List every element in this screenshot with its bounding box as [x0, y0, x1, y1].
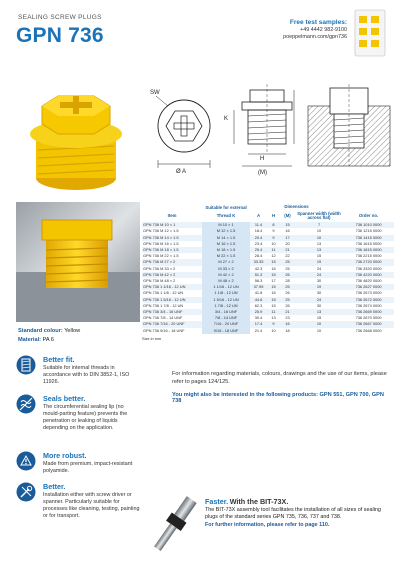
table-cell: M 22 × 1.5	[202, 253, 250, 259]
feature-title: More robust.	[43, 451, 87, 460]
table-cell: 736 2673 0000	[355, 290, 382, 296]
table-cell: 736 4820 0000	[355, 278, 382, 284]
table-cell: 20	[285, 240, 290, 246]
table-cell: 736 2720 0000	[343, 259, 394, 265]
table-cell: 56.3	[254, 278, 263, 284]
table-cell: 25.9	[250, 309, 267, 315]
technical-drawing-top-view	[146, 76, 218, 176]
material-value: PA 6	[42, 337, 54, 343]
table-cell: GPN 736 7/16 - 20 UNF	[142, 321, 202, 327]
table-cell: GPN 736 1 1/8 - 12 UN	[143, 290, 184, 296]
table-cell: 13	[295, 309, 343, 315]
material-label: Material:	[18, 337, 42, 343]
table-cell: 13	[316, 240, 322, 246]
colour-value: Yellow	[64, 328, 81, 334]
table-cell: 736 2667 0000	[343, 321, 394, 327]
table-cell: 15	[316, 253, 322, 259]
table-cell: M 48 × 2	[202, 278, 250, 284]
feature-better	[16, 482, 144, 532]
table-cell: 9/16 - 18 UNF	[202, 328, 250, 334]
faster-subtitle: With the BIT-73X.	[229, 497, 289, 506]
table-cell: 7/16 - 20 UNF	[202, 321, 250, 327]
table-cell: 23.4	[254, 240, 263, 246]
table-cell: 1 7/8 - 12 UN	[202, 303, 250, 309]
table-cell: 736 1215 0000	[355, 228, 382, 234]
table-cell: 3/4 - 16 UNF	[202, 309, 250, 315]
table-cell: 736 2669 0000	[343, 309, 394, 315]
dim-h-label: H	[260, 156, 265, 162]
table-cell: 25.4	[250, 247, 267, 253]
table-cell: 16	[280, 321, 295, 327]
table-cell: 25	[285, 265, 290, 271]
table-cell: 736 4220 0000	[343, 272, 394, 278]
info-note: For information regarding materials, colours, drawings and the use of our items, please refer to pages 124/125.	[172, 371, 387, 385]
table-cell: 44.8	[250, 297, 267, 303]
table-cell: 736 1615 0000	[355, 240, 382, 246]
table-cell: GPN 736 M 22 × 1.5	[143, 253, 179, 259]
table-cell: 17	[271, 278, 276, 284]
technical-drawing-section-view	[306, 84, 392, 170]
sample-package-icon	[353, 8, 387, 58]
table-cell: 21	[280, 309, 295, 315]
feature-seals-better	[16, 394, 144, 452]
feature-text: Suitable for internal threads in accordance with to DIN 3852-1, ISO 11926.	[43, 365, 130, 386]
table-cell: 42.3	[254, 265, 263, 271]
table-cell: 15	[267, 284, 280, 290]
feature-text: The circumferential sealing lip (no mould-parting feature) prevents the penetration or leaking of liquids depending on the application.	[43, 404, 128, 432]
table-cell: 1 5/16 - 12 UN	[202, 297, 250, 303]
table-cell: 19	[295, 259, 343, 265]
size-note: Size in mm	[142, 335, 162, 341]
table-cell: GPN 736 M 48 × 2	[143, 278, 176, 284]
feature-text: Installation either with screw driver or spanner. Particularly suitable for processes like cleaning, testing, painting or for transport.	[43, 492, 140, 520]
feature-title: Seals better.	[43, 394, 86, 403]
dim-m-label: (M)	[258, 170, 267, 176]
table-cell: 28.4	[254, 253, 263, 259]
dim-k-label: K	[224, 116, 229, 122]
table-cell: M 33 × 2	[202, 266, 250, 272]
table-cell: 25	[280, 259, 295, 265]
table-cell: GPN 736 M 10 × 1	[142, 222, 202, 228]
table-cell: 30	[316, 302, 322, 308]
table-cell: 10	[271, 327, 276, 333]
table-cell: GPN 736 1 5/16 - 12 UN	[142, 297, 202, 303]
table-cell: M 18 × 1.5	[202, 247, 250, 253]
faster-text: The BIT-73X assembly tool facilitates the installation of all sizes of sealing plugs of the standard series GPN 735, 736, 737 and 738.	[205, 507, 381, 521]
table-cell: 21	[280, 247, 295, 253]
table-cell: 30	[316, 290, 322, 296]
table-cell: GPN 736 M 16 × 1.5	[143, 240, 179, 246]
table-cell: GPN 736 M 18 × 1.5	[142, 247, 202, 253]
table-cell: GPN 736 9/16 - 18 UNF	[143, 327, 185, 333]
table-cell: 736 1415 0000	[343, 235, 394, 241]
faster-section	[205, 498, 393, 529]
page-title: GPN 736	[16, 24, 104, 47]
table-cell: 26	[285, 290, 290, 296]
col-order: Order no.	[358, 213, 379, 219]
robust-icon	[16, 451, 36, 471]
col-item: Item	[167, 213, 177, 219]
table-cell: 9	[272, 228, 275, 234]
table-cell: 15	[267, 272, 280, 278]
table-cell: 30.4	[254, 315, 263, 321]
table-cell: 15	[271, 265, 276, 271]
table-cell: 15	[271, 290, 276, 296]
technical-drawing-side-view	[222, 80, 300, 176]
table-cell: 736 3320 0000	[355, 265, 382, 271]
table-cell: 18.4	[254, 228, 263, 234]
table-cell: GPN 736 M 12 × 1.5	[143, 228, 179, 234]
table-cell: 15	[280, 222, 295, 228]
table-cell: GPN 736 7/8 - 14 UNF	[143, 315, 183, 321]
table-cell: 736 2215 0000	[355, 253, 382, 259]
table-cell: 25	[280, 297, 295, 303]
page-supertitle: SEALING SCREW PLUGS	[18, 14, 102, 21]
plug-product-image	[20, 88, 132, 196]
table-cell: 26	[280, 272, 295, 278]
faster-title: Faster.	[205, 497, 229, 506]
table-row	[142, 328, 394, 334]
table-cell: 736 2674 0000	[355, 302, 382, 308]
dim-a-label: Ø A	[176, 169, 187, 175]
table-cell: GPN 736 M 33 × 2	[143, 265, 176, 271]
table-cell: 736 2627 0000	[343, 284, 394, 290]
col-a: A	[256, 213, 261, 219]
table-cell: 19	[295, 284, 343, 290]
table-cell: 15	[316, 315, 322, 321]
thread-fit-icon	[16, 355, 36, 375]
table-cell: M 14 × 1.5	[202, 235, 250, 241]
table-cell: 24	[295, 297, 343, 303]
table-cell: 11	[267, 247, 280, 253]
table-cell: GPN 736 M 14 × 1.5	[142, 235, 202, 241]
col-thread: Thread K	[216, 213, 236, 219]
feature-title: Better.	[43, 482, 66, 491]
table-cell: 736 1010 0000	[343, 222, 394, 228]
table-cell: M 12 × 1.5	[202, 228, 250, 234]
col-spanner: Spanner width (width across flat)	[297, 210, 341, 221]
feature-text: Made from premium, impact-resistant polyamide.	[43, 461, 133, 475]
dimensions-group-header: Dimensions	[284, 204, 309, 209]
feature-better-fit	[16, 355, 144, 395]
table-cell: 16	[285, 228, 290, 234]
standard-info	[18, 327, 80, 345]
table-cell: 10	[271, 240, 276, 246]
table-cell: 15	[271, 302, 276, 308]
table-cell: 13	[295, 247, 343, 253]
table-cell: 21.4	[254, 327, 263, 333]
bit-73x-tool-image	[146, 492, 202, 558]
table-cell: 10	[295, 235, 343, 241]
feature-title: Better fit.	[43, 355, 75, 364]
table-cell: GPN 736 1 7/8 - 12 UN	[143, 302, 184, 308]
table-cell: 15	[267, 259, 280, 265]
table-cell: 1 1/8 - 12 UN	[202, 290, 250, 296]
table-cell: 51.3	[250, 272, 267, 278]
table-cell: M 27 × 2	[202, 259, 250, 265]
table-cell: 736 2668 0000	[355, 327, 382, 333]
table-cell: GPN 736 M 42 × 2	[142, 272, 202, 278]
table-cell: 736 1815 0000	[343, 247, 394, 253]
table-cell: 7	[295, 222, 343, 228]
table-cell: 24	[316, 265, 322, 271]
table-cell: 15	[267, 297, 280, 303]
table-cell: 26	[285, 302, 290, 308]
table-cell: 23	[285, 315, 290, 321]
seal-icon	[16, 394, 36, 414]
tools-icon	[16, 482, 36, 502]
table-cell: M 42 × 2	[202, 272, 250, 278]
table-cell: 25	[280, 284, 295, 290]
table-cell: 13	[271, 315, 276, 321]
table-cell: 17.4	[250, 321, 267, 327]
table-cell: M 10 × 1	[202, 222, 250, 228]
table-cell: 28	[285, 278, 290, 284]
table-cell: 736 2672 0000	[343, 297, 394, 303]
table-cell: 33.35	[250, 259, 267, 265]
table-cell: 736 2670 0000	[355, 315, 382, 321]
table-cell: 22	[285, 253, 290, 259]
spec-table	[142, 204, 394, 341]
application-photo	[16, 202, 140, 322]
col-m: (M)	[284, 213, 291, 219]
thread-group-header: Suitable for external	[205, 204, 247, 210]
samples-phone[interactable]: +49 4442 982-9100	[300, 26, 347, 33]
dim-sw-label: SW	[150, 90, 160, 96]
table-cell: 20.4	[250, 235, 267, 241]
colour-label: Standard colour:	[18, 328, 63, 334]
related-products: You might also be interested in the following products: GPN 551, GPN 700, GPN 738	[172, 392, 384, 404]
table-cell: 8	[267, 222, 280, 228]
table-cell: 12	[271, 253, 276, 259]
table-cell: 37.95	[250, 284, 267, 290]
table-cell: 62.3	[254, 302, 263, 308]
table-cell: GPN 736 3/4 - 16 UNF	[142, 309, 202, 315]
table-cell: 10	[295, 321, 343, 327]
table-cell: 17	[280, 235, 295, 241]
table-cell: GPN 736 M 27 × 2	[142, 259, 202, 265]
table-cell: 41.8	[254, 290, 263, 296]
table-cell: 10	[316, 228, 322, 234]
faster-more-link[interactable]: For further information, please refer to page 110.	[205, 521, 330, 528]
table-cell: 18	[285, 327, 290, 333]
table-cell: 30	[316, 278, 322, 284]
table-cell: M 16 × 1.5	[202, 241, 250, 247]
table-cell: 1 1/16 - 12 UN	[202, 284, 250, 290]
table-cell: 9	[267, 321, 280, 327]
table-cell: 9	[267, 235, 280, 241]
table-cell: 11.4	[250, 222, 267, 228]
col-h: H	[271, 213, 276, 219]
table-cell: GPN 736 1 1/16 - 12 UN	[142, 284, 202, 290]
table-cell: 10	[316, 327, 322, 333]
table-cell: 7/8 - 14 UNF	[202, 315, 250, 321]
table-cell: 24	[295, 272, 343, 278]
feature-more-robust	[16, 451, 144, 483]
table-cell: 11	[267, 309, 280, 315]
samples-heading: Free test samples:	[289, 19, 347, 26]
samples-url[interactable]: poeppelmann.com/gpn736	[283, 34, 347, 41]
samples-box	[227, 19, 347, 42]
